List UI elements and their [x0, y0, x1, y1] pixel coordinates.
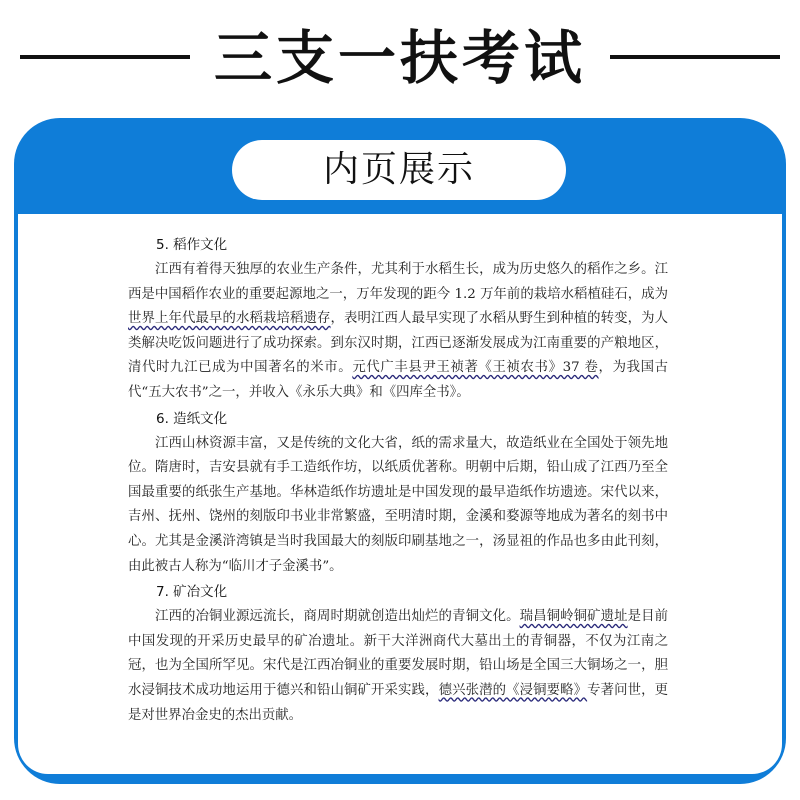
highlighted-text: 德兴张潜的《浸铜要略》 — [438, 682, 588, 698]
section-paragraph: 江西山林资源丰富，又是传统的文化大省，纸的需求量大，故造纸业在全国处于领先地位。隋唐时，吉安县就有手工造纸作坊，以纸质优著称。明朝中后期，铅山成了江西乃至全国最重要的纸张生产基地。华林造纸作坊遗址是中国发现的最早造纸作坊遗迹。宋代以来，吉州、抚州、饶州的刻版印书业非常繁盛，至明清时期，金溪和婺源等地成为著名的刻书中心。尤其是金溪浒湾镇是当时我国最大的刻版印刷基地之一，汤显祖的作品也多由此刊刻，由此被古人称为“临川才子金溪书”。 — [128, 435, 668, 574]
text-run: ，为我国古代“五大农书”之一，并收入《永乐大典》和《四库全书》。 — [128, 360, 669, 400]
document-body — [128, 232, 668, 728]
section-paragraph — [128, 605, 668, 728]
section-title: 5. 稻作文化 — [156, 237, 228, 253]
text-run: 江西有着得天独厚的农业生产条件，尤其利于水稻生长，成为历史悠久的稻作之乡。江西是中国稻作农业的重要起源地之一，万年发现的距今 1.2 万年前的栽培水稻植硅石，成为 — [128, 262, 668, 302]
section-title: 6. 造纸文化 — [156, 410, 228, 427]
section-title: 7. 矿冶文化 — [156, 584, 228, 601]
highlighted-text: 世界上年代最早的水稻栽培稻遗存 — [128, 311, 331, 327]
text-run: 专著问世，更是对世界冶金史的杰出贡献。 — [128, 682, 668, 723]
header-right-rule — [610, 55, 780, 59]
page-title: 三支一扶考试 — [213, 24, 586, 92]
text-run: 是目前中国发现的开采历史最早的矿冶遗址。新干大洋洲商代大墓出土的青铜器，不仅为江南之冠，也为全国所罕见。宋代是江西冶铜业的重要发展时期，铅山场是全国三大铜场之一，胆水浸铜技术成功地运用于德兴和铅山铜矿开采实践， — [128, 609, 669, 698]
highlighted-text: 元代广丰县尹王祯著《王祯农书》37 卷 — [352, 360, 599, 376]
text-run: 江西的冶铜业源远流长，商周时期就创造出灿烂的青铜文化。 — [155, 609, 520, 625]
text-run: ，表明江西人最早实现了水稻从野生到种植的转变，为人类解决吃饭问题进行了成功探索。到东汉时期，江西已逐渐发展成为江南重要的产粮地区，清代时九江已成为中国著名的米市。 — [128, 311, 669, 376]
banner-label: 内页展示 — [322, 149, 475, 190]
highlighted-text: 瑞昌铜岭铜矿遗址 — [519, 609, 628, 625]
section-paragraph — [128, 258, 668, 406]
header — [0, 18, 800, 98]
